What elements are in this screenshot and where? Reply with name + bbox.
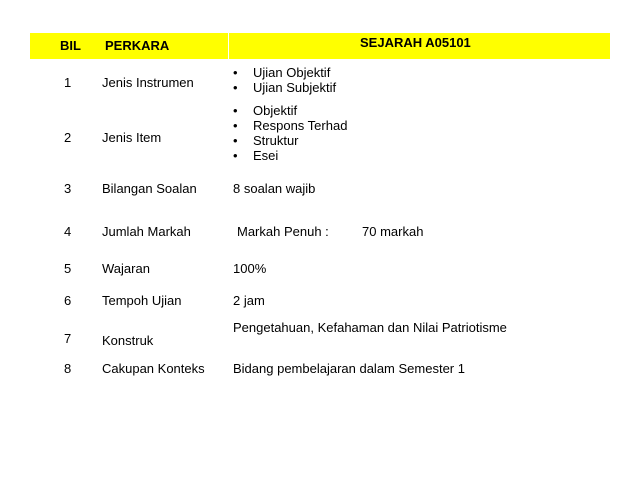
header-bil: BIL [60, 38, 81, 53]
row-7-perkara: Konstruk [102, 333, 154, 348]
row-7-bil: 7 [64, 331, 72, 346]
row-4-value2: 70 markah [362, 224, 424, 239]
list-item: • Esei [233, 148, 347, 163]
row-5-perkara: Wajaran [102, 261, 150, 276]
row-5-value: 100% [233, 261, 267, 276]
list-item: • Respons Terhad [233, 118, 347, 133]
row-1-bil: 1 [64, 75, 72, 90]
row-6-perkara: Tempoh Ujian [102, 293, 182, 308]
row-4-perkara: Jumlah Markah [102, 224, 191, 239]
row-3-bil: 3 [64, 181, 72, 196]
table-header [30, 33, 610, 59]
row-1-perkara: Jenis Instrumen [102, 75, 194, 90]
row-2-items [233, 103, 347, 163]
row-1-items [233, 65, 336, 95]
row-2-bil: 2 [64, 130, 72, 145]
list-item: • Objektif [233, 103, 347, 118]
header-subject: SEJARAH A05101 [360, 35, 471, 50]
row-3-perkara: Bilangan Soalan [102, 181, 197, 196]
row-8-value: Bidang pembelajaran dalam Semester 1 [233, 361, 465, 376]
row-4-bil: 4 [64, 224, 72, 239]
list-item: • Ujian Subjektif [233, 80, 336, 95]
row-3-value: 8 soalan wajib [233, 181, 316, 196]
row-8-perkara: Cakupan Konteks [102, 361, 205, 376]
row-6-value: 2 jam [233, 293, 265, 308]
row-8-bil: 8 [64, 361, 72, 376]
row-2-perkara: Jenis Item [102, 130, 162, 145]
list-item: • Ujian Objektif [233, 65, 336, 80]
row-4-value: Markah Penuh : [237, 224, 329, 239]
header-perkara: PERKARA [105, 38, 170, 53]
header-divider [228, 33, 229, 59]
list-item: • Struktur [233, 133, 347, 148]
row-5-bil: 5 [64, 261, 72, 276]
row-7-value: Pengetahuan, Kefahaman dan Nilai Patriotisme [233, 320, 507, 335]
row-6-bil: 6 [64, 293, 72, 308]
